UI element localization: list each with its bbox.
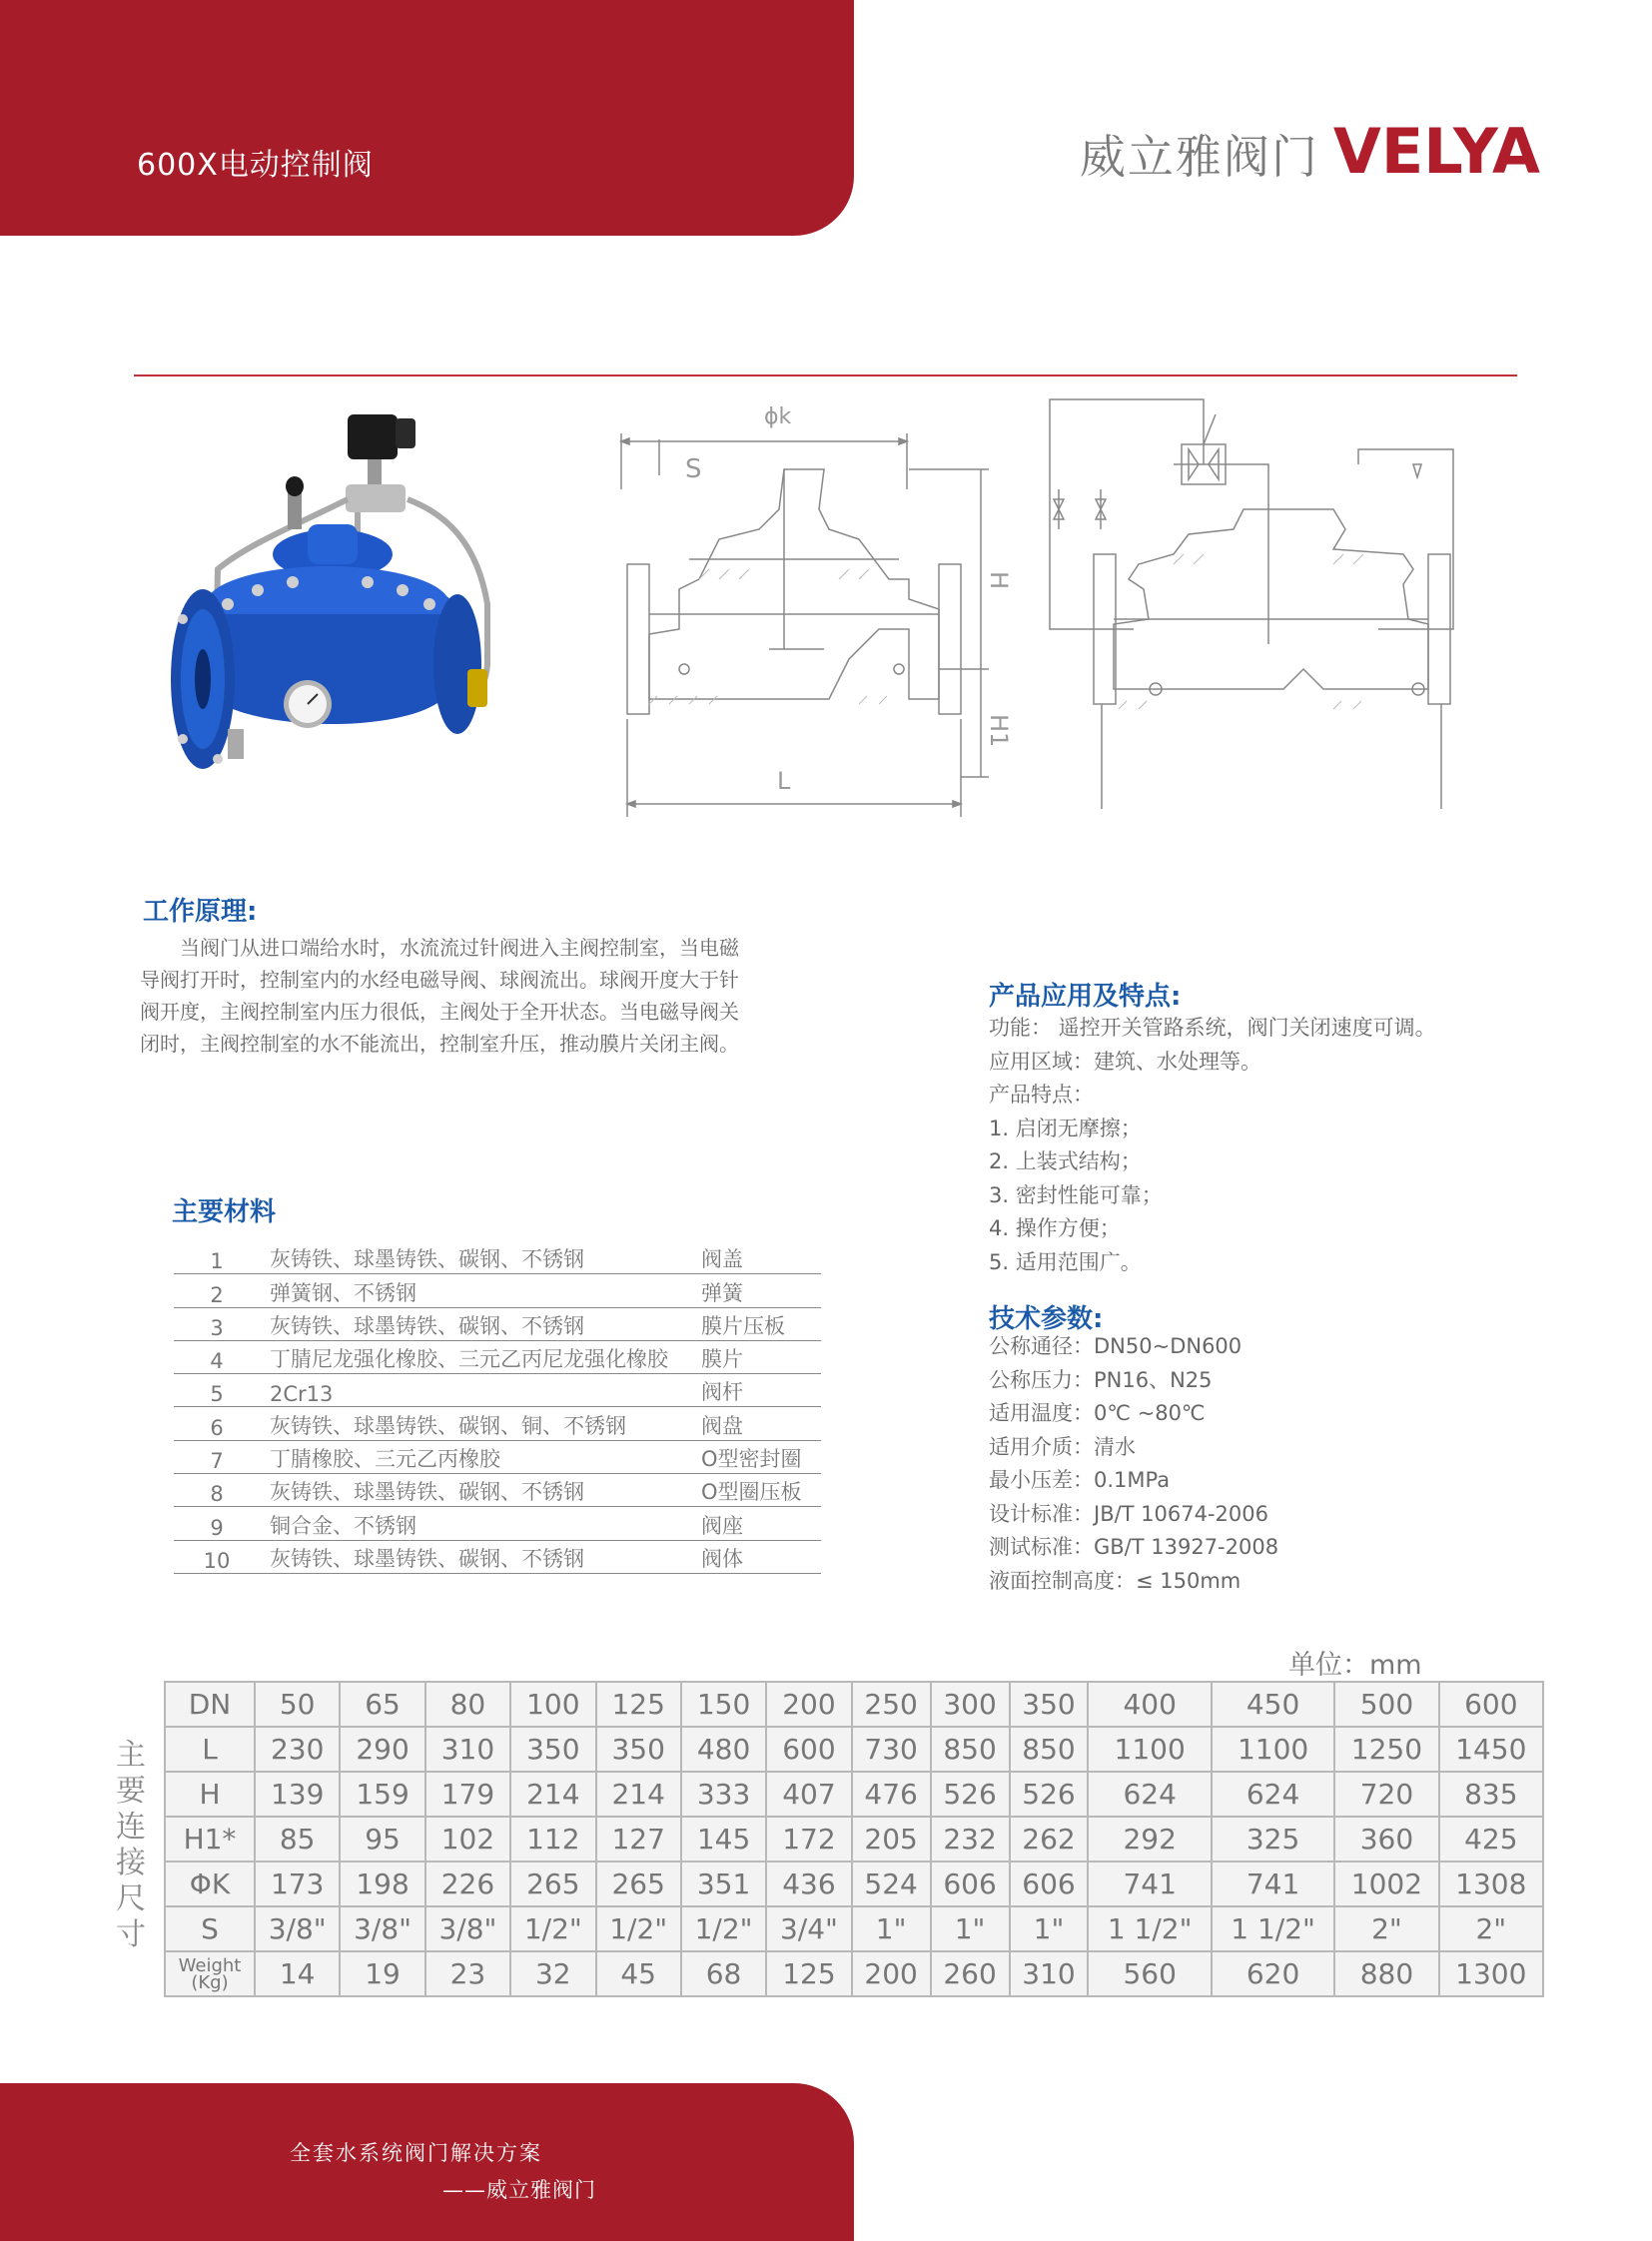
label-h1: H1: [985, 714, 1013, 748]
dimension-cell: 145: [681, 1817, 766, 1862]
dimension-cell: 230: [255, 1727, 340, 1772]
dimension-cell: 1": [931, 1906, 1010, 1951]
divider-line: [134, 374, 1517, 376]
material-part: 阀体: [701, 1540, 821, 1573]
dimension-cell: 265: [510, 1862, 595, 1906]
dimension-cell: 310: [1010, 1951, 1089, 1996]
dimension-row-label: [165, 1951, 255, 1996]
principle-line: 闭时，主阀控制室的水不能流出，控制室升压，推动膜片关闭主阀。: [140, 1032, 739, 1056]
table-row: [165, 1817, 1543, 1862]
materials-title: 主要材料: [172, 1197, 277, 1227]
principle-line: 导阀打开时，控制室内的水经电磁导阀、球阀流出。球阀开度大于针: [140, 968, 739, 992]
dimension-cell: 526: [931, 1772, 1010, 1817]
dimension-cell: 2": [1439, 1906, 1543, 1951]
brand-name-cn: 威立雅阀门: [1079, 130, 1319, 184]
page-title: 600X电动控制阀: [137, 148, 374, 183]
tech-item: 最小压差：0.1MPa: [989, 1468, 1171, 1492]
dimension-cell: 1 1/2": [1212, 1906, 1334, 1951]
dimension-cell: 600: [1439, 1682, 1543, 1727]
tech-item: 适用温度：0℃ ~80℃: [989, 1401, 1206, 1425]
dimension-cell: 450: [1212, 1682, 1334, 1727]
dimension-cell: 262: [1010, 1817, 1089, 1862]
dimension-cell: 1/2": [510, 1906, 595, 1951]
material-no: 1: [174, 1241, 260, 1274]
table-row: [165, 1772, 1543, 1817]
dimension-cell: 45: [596, 1951, 681, 1996]
material-part: O型圈压板: [701, 1474, 821, 1507]
application-item: 1. 启闭无摩擦；: [989, 1116, 1142, 1140]
dimension-cell: 112: [510, 1817, 595, 1862]
dimension-cell: 1100: [1212, 1727, 1334, 1772]
dimension-cell: 159: [340, 1772, 424, 1817]
dimension-cell: 880: [1334, 1951, 1438, 1996]
table-row: [174, 1241, 821, 1274]
material-name: 弹簧钢、不锈钢: [260, 1274, 701, 1307]
dimension-cell: 850: [1010, 1727, 1089, 1772]
dimension-cell: 400: [1088, 1682, 1211, 1727]
dimension-cell: 560: [1088, 1951, 1211, 1996]
material-no: 4: [174, 1340, 260, 1373]
pressure-gauge-icon: [284, 680, 332, 728]
dimension-cell: 436: [766, 1862, 851, 1906]
dimension-cell: 476: [852, 1772, 931, 1817]
label-phik: ϕk: [764, 404, 792, 429]
dimension-cell: 300: [931, 1682, 1010, 1727]
dimension-cell: 1100: [1088, 1727, 1211, 1772]
application-list: [989, 1012, 1436, 1279]
material-name: 灰铸铁、球墨铸铁、碳钢、不锈钢: [260, 1540, 701, 1573]
dimension-cell: 1": [852, 1906, 931, 1951]
dimension-cell: 125: [596, 1682, 681, 1727]
brand-logo: [1080, 115, 1540, 188]
dimension-cell: 500: [1334, 1682, 1438, 1727]
dimension-cell: 85: [255, 1817, 340, 1862]
principle-line: 当阀门从进口端给水时，水流流过针阀进入主阀控制室，当电磁: [180, 936, 739, 960]
dimension-cell: 1/2": [681, 1906, 766, 1951]
material-name: 铜合金、不锈钢: [260, 1507, 701, 1540]
dimension-cell: 23: [425, 1951, 510, 1996]
material-part: 膜片: [701, 1340, 821, 1373]
table-row: [174, 1374, 821, 1407]
tech-item: 测试标准：GB/T 13927-2008: [989, 1535, 1279, 1559]
dimension-cell: 250: [852, 1682, 931, 1727]
dimension-row-label: ΦK: [165, 1862, 255, 1906]
tech-item: 液面控制高度：≤ 150mm: [989, 1568, 1241, 1593]
dimension-cell: 1250: [1334, 1727, 1438, 1772]
principle-text: [140, 932, 839, 1060]
dimension-cell: 265: [596, 1862, 681, 1906]
table-row: [174, 1474, 821, 1507]
dimension-cell: 125: [766, 1951, 851, 1996]
tech-item: 适用介质：清水: [989, 1434, 1136, 1459]
application-title: 产品应用及特点:: [989, 982, 1182, 1012]
dimension-cell: 3/8": [425, 1906, 510, 1951]
dimension-cell: 1300: [1439, 1951, 1543, 1996]
tech-item: 设计标准：JB/T 10674-2006: [989, 1501, 1269, 1526]
dimension-cell: 50: [255, 1682, 340, 1727]
dimension-cell: 198: [340, 1862, 424, 1906]
principle-title: 工作原理:: [143, 897, 258, 927]
dimension-cell: 2": [1334, 1906, 1438, 1951]
tech-item: 公称通径：DN50~DN600: [989, 1334, 1242, 1358]
material-part: 膜片压板: [701, 1307, 821, 1340]
dimension-cell: 292: [1088, 1817, 1211, 1862]
table-row: [165, 1682, 1543, 1727]
material-name: 2Cr13: [260, 1374, 701, 1407]
solenoid-pilot: [346, 414, 415, 512]
valve-body: [171, 524, 481, 769]
dimension-cell: 1002: [1334, 1862, 1438, 1906]
dimension-cell: 65: [340, 1682, 424, 1727]
dimension-cell: 200: [766, 1682, 851, 1727]
dimension-cell: 214: [510, 1772, 595, 1817]
tech-item: 公称压力：PN16、N25: [989, 1367, 1213, 1392]
table-row: [174, 1307, 821, 1340]
valve-dimension-drawing: [609, 399, 1013, 829]
table-row: [165, 1906, 1543, 1951]
dimension-cell: 14: [255, 1951, 340, 1996]
dimension-cell: 214: [596, 1772, 681, 1817]
material-no: 7: [174, 1440, 260, 1473]
dimension-row-label: S: [165, 1906, 255, 1951]
application-item: 应用区域：建筑、水处理等。: [989, 1049, 1261, 1074]
dimension-cell: 350: [596, 1727, 681, 1772]
table-row: [174, 1440, 821, 1473]
dimension-cell: 350: [1010, 1682, 1089, 1727]
table-row: [165, 1727, 1543, 1772]
footer-signature: ——威立雅阀门: [442, 2178, 596, 2202]
dimension-cell: 19: [340, 1951, 424, 1996]
dimension-cell: 480: [681, 1727, 766, 1772]
dimension-cell: 333: [681, 1772, 766, 1817]
table-row: [165, 1951, 1543, 1996]
valve-schematic-drawing: [1034, 389, 1503, 819]
material-part: 阀座: [701, 1507, 821, 1540]
dimension-cell: 1/2": [596, 1906, 681, 1951]
table-row: [165, 1862, 1543, 1906]
material-part: O型密封圈: [701, 1440, 821, 1473]
label-l: L: [777, 767, 791, 795]
dimension-cell: 720: [1334, 1772, 1438, 1817]
dimensions-table: [164, 1681, 1544, 1997]
dimension-cell: 741: [1212, 1862, 1334, 1906]
dimension-row-label: L: [165, 1727, 255, 1772]
dimension-cell: 624: [1212, 1772, 1334, 1817]
table-row: [174, 1507, 821, 1540]
dimension-cell: 179: [425, 1772, 510, 1817]
dimension-cell: 102: [425, 1817, 510, 1862]
dimension-cell: 600: [766, 1727, 851, 1772]
dimension-cell: 127: [596, 1817, 681, 1862]
weight-label-line: (Kg): [191, 1971, 229, 1993]
weight-label-line: Weight: [178, 1954, 242, 1976]
dimension-cell: 95: [340, 1817, 424, 1862]
dimension-cell: 139: [255, 1772, 340, 1817]
dimensions-side-label: 主要连接尺寸: [116, 1738, 146, 1952]
application-item: 4. 操作方便；: [989, 1216, 1121, 1240]
dimension-cell: 350: [510, 1727, 595, 1772]
footer-slogan: 全套水系统阀门解决方案: [290, 2141, 542, 2165]
material-name: 灰铸铁、球墨铸铁、碳钢、不锈钢: [260, 1474, 701, 1507]
material-no: 2: [174, 1274, 260, 1307]
dimension-cell: 205: [852, 1817, 931, 1862]
material-name: 灰铸铁、球墨铸铁、碳钢、不锈钢: [260, 1307, 701, 1340]
table-row: [174, 1274, 821, 1307]
tech-list: [989, 1330, 1278, 1598]
dimension-cell: 407: [766, 1772, 851, 1817]
dimension-cell: 526: [1010, 1772, 1089, 1817]
dimension-cell: 68: [681, 1951, 766, 1996]
material-no: 8: [174, 1474, 260, 1507]
dimension-cell: 3/4": [766, 1906, 851, 1951]
material-part: 阀杆: [701, 1374, 821, 1407]
tech-title: 技术参数:: [989, 1304, 1104, 1334]
unit-label: 单位：mm: [1288, 1650, 1422, 1681]
label-h: H: [985, 571, 1013, 590]
dimension-cell: 3/8": [340, 1906, 424, 1951]
dimension-cell: 835: [1439, 1772, 1543, 1817]
dimension-cell: 360: [1334, 1817, 1438, 1862]
principle-line: 阀开度，主阀控制室内压力很低，主阀处于全开状态。当电磁导阀关: [140, 1000, 739, 1024]
application-item: 2. 上装式结构；: [989, 1149, 1142, 1173]
dimension-cell: 1": [1010, 1906, 1089, 1951]
dimension-cell: 32: [510, 1951, 595, 1996]
application-item: 3. 密封性能可靠；: [989, 1182, 1163, 1207]
table-row: [174, 1407, 821, 1440]
material-no: 9: [174, 1507, 260, 1540]
dimension-cell: 80: [425, 1682, 510, 1727]
dimension-cell: 351: [681, 1862, 766, 1906]
dimension-cell: 310: [425, 1727, 510, 1772]
application-item: 5. 适用范围广。: [989, 1249, 1142, 1274]
dimension-cell: 325: [1212, 1817, 1334, 1862]
dimension-cell: 232: [931, 1817, 1010, 1862]
dimension-cell: 606: [1010, 1862, 1089, 1906]
dimension-cell: 3/8": [255, 1906, 340, 1951]
dimension-cell: 226: [425, 1862, 510, 1906]
material-name: 灰铸铁、球墨铸铁、碳钢、不锈钢: [260, 1241, 701, 1274]
material-part: 阀盖: [701, 1241, 821, 1274]
valve-product-photo: [168, 404, 507, 804]
table-row: [174, 1340, 821, 1373]
dimension-cell: 1 1/2": [1088, 1906, 1211, 1951]
dimension-cell: 172: [766, 1817, 851, 1862]
dimension-cell: 290: [340, 1727, 424, 1772]
dimension-cell: 100: [510, 1682, 595, 1727]
application-item: 产品特点：: [989, 1083, 1094, 1107]
materials-table: [174, 1241, 821, 1574]
application-item: 功能： 遥控开关管路系统，阀门关闭速度可调。: [989, 1016, 1436, 1040]
dimension-cell: 260: [931, 1951, 1010, 1996]
dimension-row-label: DN: [165, 1682, 255, 1727]
material-name: 灰铸铁、球墨铸铁、碳钢、铜、不锈钢: [260, 1407, 701, 1440]
dimension-cell: 730: [852, 1727, 931, 1772]
dimension-cell: 624: [1088, 1772, 1211, 1817]
dimension-cell: 850: [931, 1727, 1010, 1772]
dimension-cell: 620: [1212, 1951, 1334, 1996]
material-no: 5: [174, 1374, 260, 1407]
table-row: [174, 1540, 821, 1573]
dimension-row-label: H1*: [165, 1817, 255, 1862]
material-no: 6: [174, 1407, 260, 1440]
dimension-row-label: H: [165, 1772, 255, 1817]
material-name: 丁腈尼龙强化橡胶、三元乙丙尼龙强化橡胶: [260, 1340, 701, 1373]
dimension-cell: 200: [852, 1951, 931, 1996]
dimension-cell: 741: [1088, 1862, 1211, 1906]
material-part: 阀盘: [701, 1407, 821, 1440]
dimension-cell: 524: [852, 1862, 931, 1906]
dimension-cell: 425: [1439, 1817, 1543, 1862]
dimension-cell: 173: [255, 1862, 340, 1906]
dimension-cell: 1308: [1439, 1862, 1543, 1906]
material-part: 弹簧: [701, 1274, 821, 1307]
material-no: 10: [174, 1540, 260, 1573]
material-no: 3: [174, 1307, 260, 1340]
dimension-cell: 150: [681, 1682, 766, 1727]
label-s: S: [685, 454, 702, 484]
header-band: [0, 0, 854, 236]
dimension-cell: 606: [931, 1862, 1010, 1906]
dimension-cell: 1450: [1439, 1727, 1543, 1772]
material-name: 丁腈橡胶、三元乙丙橡胶: [260, 1440, 701, 1473]
brand-name-en: VELYA: [1332, 115, 1540, 188]
